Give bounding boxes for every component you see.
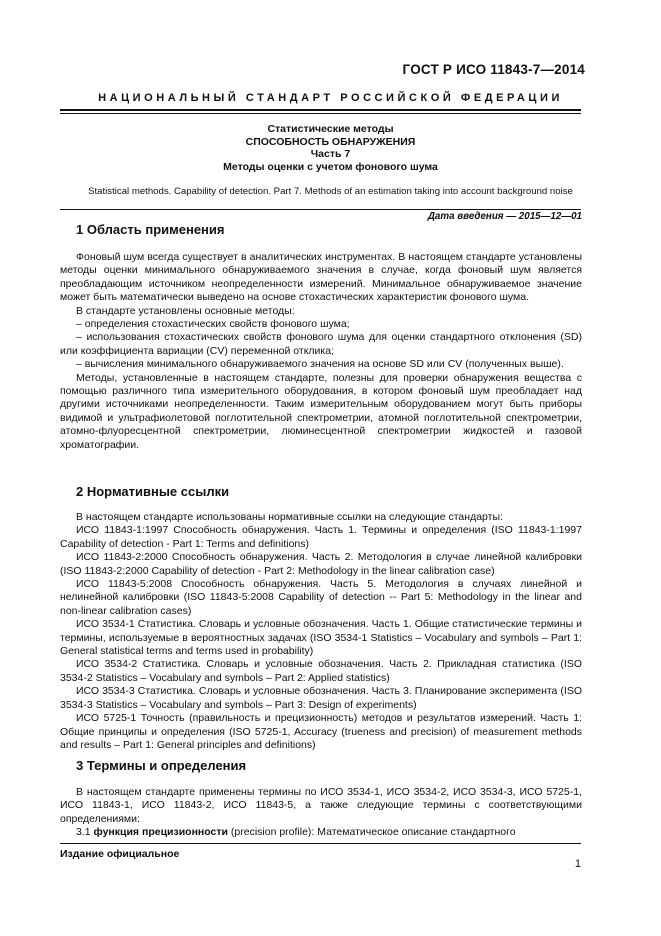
section-1-heading: 1 Область применения xyxy=(76,222,225,237)
reference-item: ИСО 3534-3 Статистика. Словарь и условные обозначения. Часть 3. Планирование эксперимента (ISO 3534-3 Statistics – Vocabulary and symbols – Part 3: Design of experiments) xyxy=(60,685,582,711)
introduction-date: Дата введения — 2015—12—01 xyxy=(427,211,582,222)
term-name: функция прецизионности xyxy=(93,826,228,839)
official-edition-label: Издание официальное xyxy=(60,848,180,860)
footer-rule xyxy=(60,843,581,844)
term-text: (precision profile): Математическое описание стандартного xyxy=(230,826,516,839)
standard-code: ГОСТ Р ИСО 11843-7—2014 xyxy=(402,62,585,77)
english-title: Statistical methods. Capability of detection. Part 7. Methods of an estimation taking into account background noise xyxy=(88,186,573,197)
reference-item: ИСО 11843-5:2008 Способность обнаружения. Часть 5. Методология в случаях линейной и нелинейной калибровки (ISO 11843-5:2008 Capability of detection -- Part 5: Methodology in the linear and non-linear calibration cases) xyxy=(60,578,582,617)
page-number: 1 xyxy=(574,858,581,870)
standard-title: НАЦИОНАЛЬНЫЙ СТАНДАРТ РОССИЙСКОЙ ФЕДЕРАЦИИ xyxy=(98,92,563,104)
list-item: – вычисления минимального обнаруживаемого значения на основе SD или CV (полученных выше). xyxy=(76,358,564,371)
reference-item: ИСО 5725-1 Точность (правильность и прецизионность) методов и результатов измерений. Часть 1: Общие принципы и определения (ISO 5725-1, Accuracy (trueness and precision) of measurement methods and results – Part 1: General principles and definitions) xyxy=(60,712,582,751)
title-line-1: Статистические методы xyxy=(267,123,394,135)
section-2-body xyxy=(60,511,582,752)
header-rule-thick xyxy=(60,109,581,111)
section-2-heading: 2 Нормативные ссылки xyxy=(76,484,230,499)
document-titles xyxy=(0,123,661,173)
paragraph: Фоновый шум всегда существует в аналитических инструментах. В настоящем стандарте установлены методы оценки минимального обнаруживаемого значения в случае, когда фоновый шум является преобладающим источником неопределенности измерений. Минимальное обнаруживаемое значение может быть математически выведено на основе стохастических характеристик фонового шума. xyxy=(60,251,582,304)
title-line-3: Часть 7 xyxy=(310,148,351,161)
paragraph: Методы, установленные в настоящем стандарте, полезны для проверки обнаружения вещества с помощью различного типа измерительного оборудования, в котором фоновый шум преобладает над другими источниками неопределенности. Таким измерительным оборудованием могут быть приборы видимой и ультрафиолетовой поглотительной спектрометрии, атомной поглотительной спектрометрии, атомно-флуоресцентной спектрометрии, люминесцентной спектрометрии жидкостей и газовой хроматографии. xyxy=(60,371,582,451)
reference-item: ИСО 11843-1:1997 Способность обнаружения. Часть 1. Термины и определения (ISO 11843-1:1997 Capability of detection - Part 1: Terms and definitions) xyxy=(60,524,582,550)
section-3-heading: 3 Термины и определения xyxy=(76,758,247,773)
reference-item: ИСО 3534-1 Статистика. Словарь и условные обозначения. Часть 1. Общие статистические термины и термины, используемые в вероятностных задачах (ISO 3534-1 Statistics – Vocabulary and symbols – Part 1: General statistical terms and terms used in probability) xyxy=(60,618,582,658)
date-rule xyxy=(60,209,581,210)
reference-item: ИСО 3534-2 Статистика. Словарь и условные обозначения. Часть 2. Прикладная статистика (ISO 3534-2 Statistics – Vocabulary and symbols – Part 2: Applied statistics) xyxy=(60,658,582,684)
list-item: – определения стохастических свойств фонового шума; xyxy=(76,318,350,331)
term-number: 3.1 xyxy=(76,826,91,839)
reference-item: ИСО 11843-2:2000 Способность обнаружения. Часть 2. Методология в случае линейной калибровки (ISO 11843-2:2000 Capability of detection - Part 2: Methodology in the linear calibration case) xyxy=(60,551,582,577)
paragraph: В стандарте установлены основные методы: xyxy=(76,304,295,317)
header-rule-thin xyxy=(60,113,581,114)
title-line-4: Методы оценки с учетом фонового шума xyxy=(223,160,438,173)
section-1-body xyxy=(60,251,582,452)
title-line-2: СПОСОБНОСТЬ ОБНАРУЖЕНИЯ xyxy=(245,135,416,148)
section-3-body xyxy=(60,786,582,840)
list-item: – использования стохастических свойств фонового шума для оценки стандартного отклонения (SD) или коэффициента вариации (CV) переменной отклика; xyxy=(60,331,582,357)
term-definition xyxy=(60,826,582,839)
paragraph: В настоящем стандарте применены термины по ИСО 3534-1, ИСО 3534-2, ИСО 3534-3, ИСО 5725-1, ИСО 11843-1, ИСО 11843-2, ИСО 11843-5, а также следующие термины с соответствующими определениями: xyxy=(60,786,582,825)
paragraph: В настоящем стандарте использованы нормативные ссылки на следующие стандарты: xyxy=(76,511,503,523)
